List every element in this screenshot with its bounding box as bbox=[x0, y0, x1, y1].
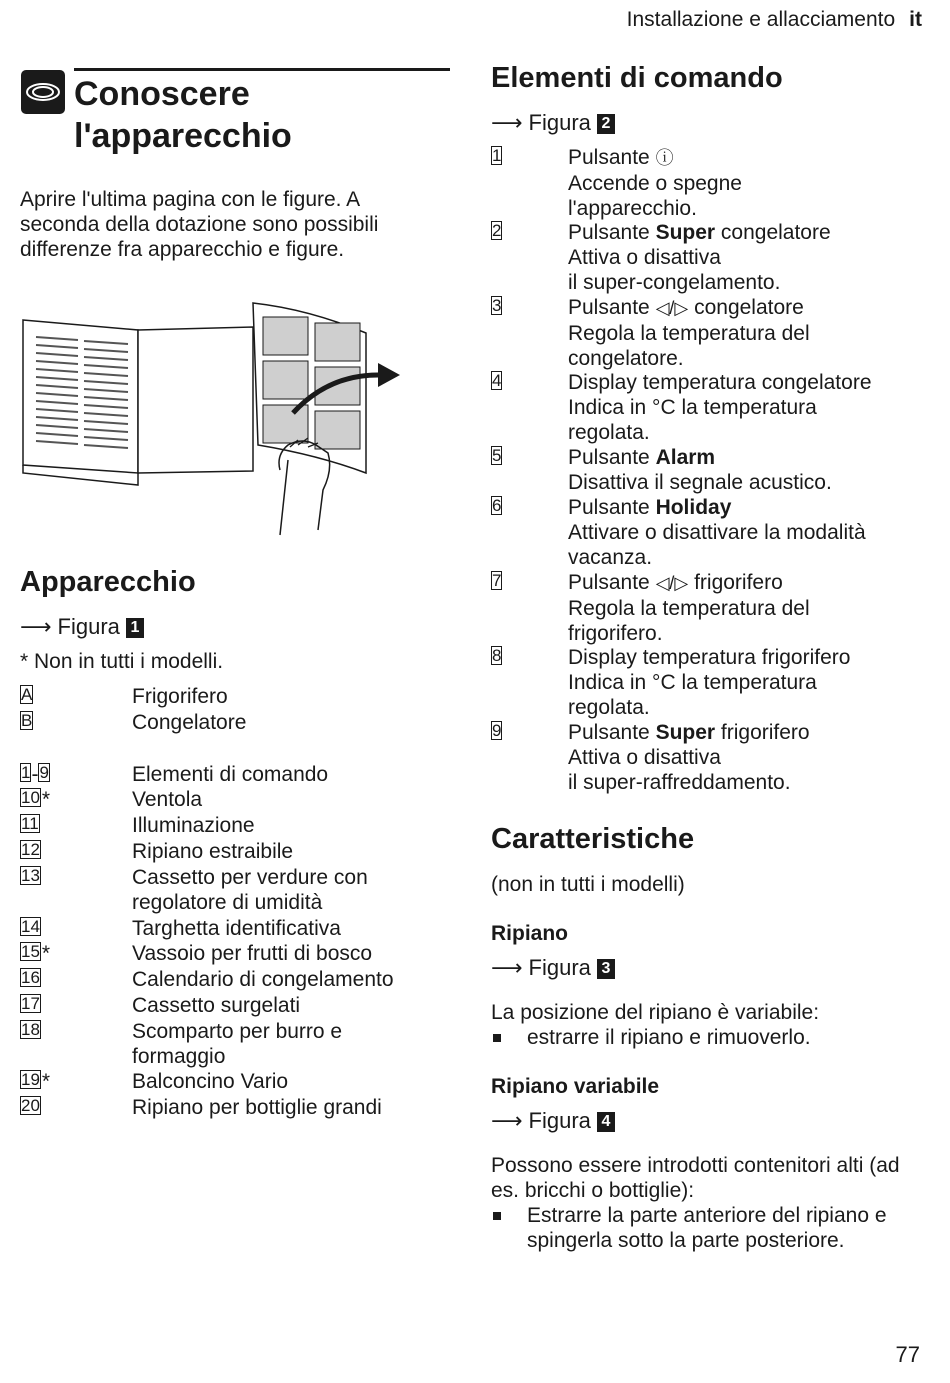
list-item bbox=[20, 1095, 450, 1120]
item-key-box: B bbox=[21, 711, 33, 730]
item-title-prefix: Pulsante bbox=[568, 496, 656, 519]
item-description-line: regolata. bbox=[568, 696, 650, 719]
item-key-box: 15 bbox=[21, 942, 40, 961]
item-title-prefix: Pulsante bbox=[568, 221, 656, 244]
range-dash: - bbox=[31, 763, 39, 786]
item-title-suffix bbox=[674, 146, 680, 169]
item-description: Elementi di comando bbox=[132, 763, 329, 786]
item-description: Calendario di congelamento bbox=[132, 968, 394, 991]
item-key bbox=[20, 787, 132, 812]
subsection-title-ripiano: Ripiano bbox=[491, 922, 568, 945]
item-description-line: Disattiva il segnale acustico. bbox=[568, 471, 832, 494]
figure-label: Figura bbox=[528, 955, 591, 980]
ripiano-bullet-text: estrarre il ripiano e rimuoverlo. bbox=[527, 1026, 811, 1049]
button-name: Holiday bbox=[655, 496, 732, 519]
intro-text: Aprire l'ultima pagina con le figure. A seconda della dotazione sono possibili differenze fra apparecchio e figure. bbox=[20, 188, 379, 261]
figure-reference-4 bbox=[491, 1108, 615, 1134]
item-key bbox=[20, 813, 132, 838]
item-title-suffix: congelatore bbox=[688, 296, 804, 319]
item-key bbox=[491, 445, 568, 495]
eye-icon bbox=[21, 70, 65, 114]
control-list-item bbox=[491, 220, 931, 295]
item-description-line: Indica in °C la temperatura bbox=[568, 671, 817, 694]
item-key-box: 14 bbox=[21, 917, 40, 936]
ripiano-variabile-text: Possono essere introdotti contenitori alti (ad es. bricchi o bottiglie): bbox=[491, 1154, 900, 1202]
chapter-title bbox=[74, 73, 450, 157]
item-title-prefix: Pulsante bbox=[568, 146, 656, 169]
item-title-line bbox=[568, 445, 832, 470]
figure-number-badge: 1 bbox=[126, 618, 144, 638]
item-key-box: 10 bbox=[21, 788, 40, 807]
left-right-arrows-icon: ◁/▷ bbox=[655, 298, 689, 318]
item-key-box: A bbox=[21, 685, 33, 704]
item-description: Frigorifero bbox=[132, 685, 228, 708]
item-title-prefix: Display temperatura congelatore bbox=[568, 371, 872, 394]
button-name: Super bbox=[655, 721, 716, 744]
item-description bbox=[568, 720, 810, 795]
item-description bbox=[568, 570, 810, 646]
item-title-prefix: Pulsante bbox=[568, 571, 656, 594]
figure-reference-1 bbox=[20, 614, 144, 640]
page-number: 77 bbox=[895, 1342, 920, 1367]
item-key bbox=[491, 645, 568, 720]
item-description-line: Attiva o disattiva bbox=[568, 246, 721, 269]
book-page-turn-illustration bbox=[18, 295, 408, 545]
list-item bbox=[20, 684, 450, 709]
bullet-square-icon bbox=[493, 1212, 501, 1220]
item-key bbox=[20, 762, 132, 787]
item-description-line: regolata. bbox=[568, 421, 650, 444]
item-key bbox=[20, 1069, 132, 1094]
figure-reference-3 bbox=[491, 955, 615, 981]
figure-number-badge: 4 bbox=[597, 1112, 615, 1132]
item-key bbox=[20, 993, 132, 1018]
item-key-box: 2 bbox=[492, 221, 502, 240]
control-list-item bbox=[491, 570, 931, 646]
list-item bbox=[20, 865, 450, 915]
item-key bbox=[20, 1095, 132, 1120]
item-key bbox=[491, 570, 568, 646]
item-key bbox=[20, 916, 132, 941]
item-key bbox=[20, 865, 132, 915]
item-key bbox=[491, 720, 568, 795]
running-header bbox=[627, 8, 922, 32]
item-description-line: Accende o spegne bbox=[568, 172, 742, 195]
section-title-apparecchio: Apparecchio bbox=[20, 566, 196, 598]
item-description-line: Regola la temperatura del bbox=[568, 322, 810, 345]
item-key bbox=[20, 941, 132, 966]
control-list-item bbox=[491, 370, 931, 445]
item-description: Vassoio per frutti di bosco bbox=[132, 942, 373, 965]
item-title-line bbox=[568, 495, 866, 520]
section-title-elementi: Elementi di comando bbox=[491, 62, 783, 94]
item-description-line: l'apparecchio. bbox=[568, 197, 697, 220]
item-key-box: 1 bbox=[21, 763, 31, 782]
ripiano-variabile-bullet bbox=[491, 1203, 921, 1253]
item-key bbox=[491, 145, 568, 221]
not-all-models-asterisk: * bbox=[41, 942, 51, 965]
item-description-line: il super-raffreddamento. bbox=[568, 771, 791, 794]
arrow-right-icon: ⟶ bbox=[20, 614, 52, 639]
item-title-line bbox=[568, 295, 810, 321]
item-description bbox=[568, 220, 831, 295]
item-description bbox=[568, 145, 742, 221]
power-icon: ⓘ bbox=[655, 148, 674, 168]
chapter-rule bbox=[74, 68, 450, 71]
item-description bbox=[568, 295, 810, 371]
arrow-right-icon: ⟶ bbox=[491, 1108, 523, 1133]
list-item bbox=[20, 967, 450, 992]
item-key-box: 1 bbox=[492, 146, 502, 165]
item-description-line: frigorifero. bbox=[568, 622, 663, 645]
figure-reference-2 bbox=[491, 110, 615, 136]
list-item bbox=[20, 1019, 450, 1069]
left-right-arrows-icon: ◁/▷ bbox=[655, 573, 689, 593]
ripiano-text: La posizione del ripiano è variabile: bbox=[491, 1001, 820, 1024]
header-section: Installazione e allacciamento bbox=[626, 8, 896, 31]
item-title-line bbox=[568, 570, 810, 596]
item-description-line: il super-congelamento. bbox=[568, 271, 781, 294]
item-description: Cassetto surgelati bbox=[132, 994, 301, 1017]
item-description bbox=[568, 495, 866, 570]
item-key-box: 19 bbox=[21, 1070, 40, 1089]
item-key-box: 7 bbox=[492, 571, 502, 590]
models-note: * Non in tutti i modelli. bbox=[20, 650, 224, 673]
item-description-line: vacanza. bbox=[568, 546, 653, 569]
list-item bbox=[20, 839, 450, 864]
list-item bbox=[20, 941, 450, 966]
item-description: Scomparto per burro e formaggio bbox=[132, 1020, 343, 1068]
control-list-item bbox=[491, 445, 931, 495]
item-title-prefix: Pulsante bbox=[568, 721, 656, 744]
item-key-box: 9 bbox=[492, 721, 502, 740]
ripiano-variabile-bullet-text: Estrarre la parte anteriore del ripiano e spingerla sotto la parte posteriore. bbox=[527, 1204, 887, 1252]
item-key-box: 17 bbox=[21, 994, 40, 1013]
item-key bbox=[20, 684, 132, 709]
chapter-title-line1: Conoscere bbox=[74, 75, 250, 113]
item-title-line bbox=[568, 370, 872, 395]
item-key bbox=[491, 495, 568, 570]
item-key-box: 5 bbox=[492, 446, 502, 465]
item-title-line bbox=[568, 145, 742, 171]
not-all-models-asterisk: * bbox=[41, 1070, 51, 1093]
list-item bbox=[20, 813, 450, 838]
item-title-prefix: Pulsante bbox=[568, 296, 656, 319]
figure-label: Figura bbox=[57, 614, 120, 639]
subsection-title-ripiano-variabile: Ripiano variabile bbox=[491, 1075, 660, 1098]
item-title-line bbox=[568, 645, 850, 670]
item-key-box: 11 bbox=[21, 814, 39, 833]
item-key-box: 8 bbox=[492, 646, 502, 665]
item-description: Targhetta identificativa bbox=[132, 917, 341, 940]
list-item bbox=[20, 787, 450, 812]
arrow-right-icon: ⟶ bbox=[491, 110, 523, 135]
item-key bbox=[491, 295, 568, 371]
figure-label: Figura bbox=[528, 1108, 591, 1133]
item-title-suffix: congelatore bbox=[715, 221, 831, 244]
item-key bbox=[491, 370, 568, 445]
figure-number-badge: 2 bbox=[597, 114, 615, 134]
item-key-box: 18 bbox=[21, 1020, 40, 1039]
item-description: Illuminazione bbox=[132, 814, 255, 837]
arrow-right-icon: ⟶ bbox=[491, 955, 523, 980]
chapter-title-line2: l'apparecchio bbox=[74, 117, 292, 155]
item-key-box: 12 bbox=[21, 840, 40, 859]
item-key-box: 16 bbox=[21, 968, 40, 987]
item-description bbox=[568, 645, 850, 720]
item-description-line: Attivare o disattivare la modalità bbox=[568, 521, 866, 544]
section-title-caratteristiche: Caratteristiche bbox=[491, 823, 695, 855]
control-list-item bbox=[491, 145, 931, 221]
item-description bbox=[568, 370, 872, 445]
control-list-item bbox=[491, 645, 931, 720]
item-key bbox=[20, 1019, 132, 1069]
list-item bbox=[20, 762, 450, 787]
item-title-prefix: Display temperatura frigorifero bbox=[568, 646, 851, 669]
item-description-line: Attiva o disattiva bbox=[568, 746, 721, 769]
list-item bbox=[20, 916, 450, 941]
item-title-line bbox=[568, 220, 831, 245]
figure-label: Figura bbox=[528, 110, 591, 135]
item-description: Ripiano per bottiglie grandi bbox=[132, 1096, 382, 1119]
item-title-line bbox=[568, 720, 810, 745]
control-list-item bbox=[491, 295, 931, 371]
item-description-line: Indica in °C la temperatura bbox=[568, 396, 817, 419]
item-key bbox=[20, 839, 132, 864]
list-item bbox=[20, 710, 450, 735]
item-title-prefix: Pulsante bbox=[568, 446, 656, 469]
not-all-models-asterisk: * bbox=[41, 788, 51, 811]
control-list-item bbox=[491, 720, 931, 795]
list-item bbox=[20, 1069, 450, 1094]
figure-number-badge: 3 bbox=[597, 959, 615, 979]
caratteristiche-subtitle: (non in tutti i modelli) bbox=[491, 873, 685, 896]
item-key bbox=[20, 967, 132, 992]
item-description: Congelatore bbox=[132, 711, 247, 734]
item-key-box: 6 bbox=[492, 496, 502, 515]
list-item bbox=[20, 993, 450, 1018]
item-key-box: 3 bbox=[492, 296, 502, 315]
item-key bbox=[20, 710, 132, 735]
item-key-box: 13 bbox=[21, 866, 40, 885]
item-description: Balconcino Vario bbox=[132, 1070, 289, 1093]
item-title-suffix: frigorifero bbox=[715, 721, 810, 744]
item-description: Cassetto per verdure con regolatore di umidità bbox=[132, 866, 368, 914]
control-list-item bbox=[491, 495, 931, 570]
item-title-suffix: frigorifero bbox=[688, 571, 783, 594]
button-name: Alarm bbox=[655, 446, 716, 469]
item-description bbox=[568, 445, 832, 495]
header-language: it bbox=[909, 8, 922, 31]
item-key-box: 20 bbox=[21, 1096, 40, 1115]
item-description: Ventola bbox=[132, 788, 203, 811]
item-key bbox=[491, 220, 568, 295]
item-key-box: 4 bbox=[492, 371, 502, 390]
item-description-line: Regola la temperatura del bbox=[568, 597, 810, 620]
ripiano-bullet bbox=[491, 1025, 921, 1050]
button-name: Super bbox=[655, 221, 716, 244]
bullet-square-icon bbox=[493, 1034, 501, 1042]
item-description-line: congelatore. bbox=[568, 347, 684, 370]
item-description: Ripiano estraibile bbox=[132, 840, 294, 863]
item-key-box: 9 bbox=[39, 763, 49, 782]
